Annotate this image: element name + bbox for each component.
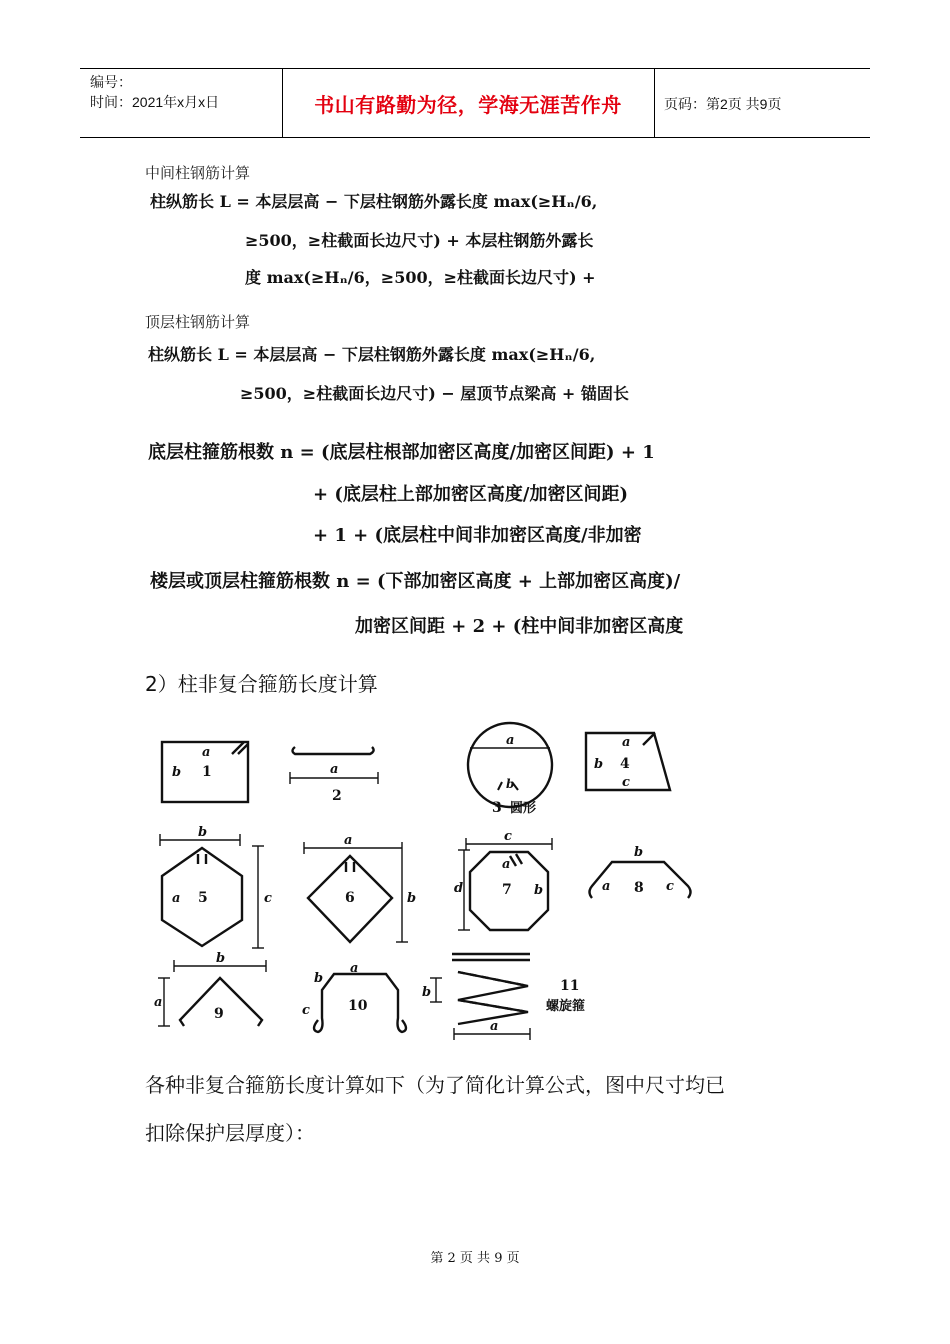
header-page-cell xyxy=(654,69,870,137)
formula-line: + 1 + (底层柱中间非加密区高度/非加密 xyxy=(313,525,642,546)
label-b: b xyxy=(634,845,644,860)
hook-mark xyxy=(232,742,244,754)
hook-mark xyxy=(516,854,522,864)
spiral-label: 螺旋箍 xyxy=(546,999,586,1014)
shape-number-3: 3 xyxy=(492,800,502,816)
shape-number-4: 4 xyxy=(620,756,630,772)
time-label: 时间：2021年x月x日 xyxy=(90,94,220,110)
shape-number-9: 9 xyxy=(214,1006,224,1022)
subheading: 2）柱非复合箍筋长度计算 xyxy=(145,672,378,696)
label-a: a xyxy=(154,995,163,1010)
label-b: b xyxy=(594,757,604,772)
label-a: a xyxy=(490,1019,499,1034)
shape-number-2: 2 xyxy=(332,788,342,804)
label-a: a xyxy=(350,961,359,976)
page-footer: 第 2 页 共 9 页 xyxy=(430,1251,520,1266)
note-line: 扣除保护层厚度）： xyxy=(145,1121,315,1145)
top-column-title: 顶层柱钢筋计算 xyxy=(145,313,251,331)
formula-line: 加密区间距 + 2 + (柱中间非加密区高度 xyxy=(355,616,684,637)
motto: 书山有路勤为径，学海无涯苦作舟 xyxy=(314,93,622,117)
label-b: b xyxy=(172,765,182,780)
page-label: 页码：第2页 共9页 xyxy=(664,96,782,112)
header-table xyxy=(80,68,870,138)
label-b: b xyxy=(407,891,417,906)
shape-number-6: 6 xyxy=(345,890,355,906)
formula-line: + (底层柱上部加密区高度/加密区间距) xyxy=(313,484,628,505)
label-b: b xyxy=(216,951,226,966)
label-a: a xyxy=(506,733,515,748)
shape-number-10: 10 xyxy=(348,998,368,1014)
label-a: a xyxy=(622,735,631,750)
formula-line: 楼层或顶层柱箍筋根数 n = (下部加密区高度 + 上部加密区高度)/ xyxy=(150,571,681,592)
formula-line: 柱纵筋长 L = 本层层高 − 下层柱钢筋外露长度 max(≥Hₙ/6, xyxy=(150,192,598,211)
hook-mark xyxy=(510,856,516,866)
stirrup-shapes-figure xyxy=(140,720,720,1050)
label-b: b xyxy=(314,971,324,986)
label-a: a xyxy=(344,833,353,848)
label-c: c xyxy=(504,829,512,844)
shape-number-1: 1 xyxy=(202,764,212,780)
label-b: b xyxy=(534,883,544,898)
formula-line: 度 max(≥Hₙ/6，≥500，≥柱截面长边尺寸) + xyxy=(245,268,596,287)
label-a: a xyxy=(330,762,339,777)
formula-line: 柱纵筋长 L = 本层层高 − 下层柱钢筋外露长度 max(≥Hₙ/6, xyxy=(148,345,596,364)
label-c: c xyxy=(264,891,272,906)
label-c: c xyxy=(622,775,630,790)
shape-2-bar xyxy=(293,747,374,754)
label-a: a xyxy=(602,879,611,894)
shape-number-8: 8 xyxy=(634,880,644,896)
header-motto-cell xyxy=(282,69,655,137)
header-meta-cell xyxy=(80,69,283,137)
shape-number-5: 5 xyxy=(198,890,208,906)
number-label: 编号： xyxy=(90,74,132,90)
label-c: c xyxy=(302,1003,310,1018)
hook-mark xyxy=(643,733,655,745)
label-c: c xyxy=(666,879,674,894)
circle-label: 圆形 xyxy=(510,801,537,816)
shape-number-7: 7 xyxy=(502,882,512,898)
label-d: d xyxy=(454,881,464,896)
formula-line: ≥500，≥柱截面长边尺寸) − 屋顶节点梁高 + 锚固长 xyxy=(240,384,629,403)
shape-11-spiral xyxy=(458,972,528,1024)
shape-number-11: 11 xyxy=(560,978,580,994)
label-b: b xyxy=(198,825,208,840)
formula-line: ≥500，≥柱截面长边尺寸) + 本层柱钢筋外露长 xyxy=(245,231,594,250)
label-a: a xyxy=(202,745,211,760)
label-a: a xyxy=(502,857,511,872)
middle-column-title: 中间柱钢筋计算 xyxy=(145,164,251,182)
label-b: b xyxy=(422,985,432,1000)
label-a: a xyxy=(172,891,181,906)
note-line: 各种非复合箍筋长度计算如下（为了简化计算公式，图中尺寸均已 xyxy=(145,1073,725,1097)
formula-line: 底层柱箍筋根数 n = (底层柱根部加密区高度/加密区间距) + 1 xyxy=(148,442,655,463)
label-b: b xyxy=(506,777,515,791)
